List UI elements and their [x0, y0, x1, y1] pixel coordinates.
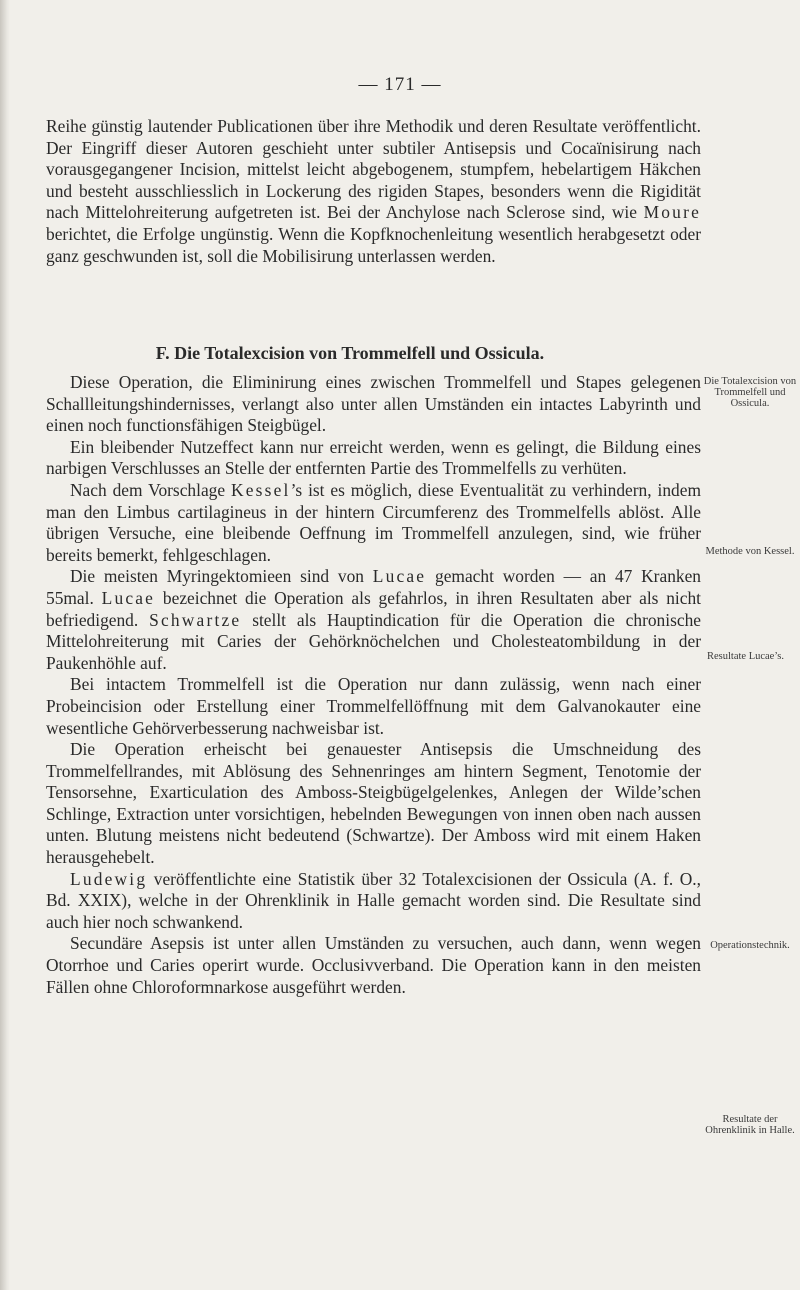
- margin-note-totalexcision: Die Totalexcision von Trommelfell und Ossicula.: [703, 376, 797, 409]
- margin-note-lucae: Resultate Lucae’s.: [707, 651, 784, 662]
- author-lucae-2: Lucae: [101, 587, 156, 608]
- section-body: [46, 372, 701, 998]
- margin-note-kessel: Methode von Kessel.: [705, 546, 795, 557]
- paragraph-5: Bei intactem Trommelfell ist die Operation nur dann zulässig, wenn nach einer Probeincision oder Erstellung einer Trommelfellöffnung mit dem Galvanokauter eine wesentliche Gehörverbesserung nachweisbar ist.: [46, 674, 701, 738]
- author-schwartze: Schwartze: [149, 609, 242, 630]
- margin-note-halle: Resultate der Ohrenklinik in Halle.: [705, 1114, 795, 1136]
- paragraph-6: Die Operation erheischt bei genauester Antisepsis die Umschneidung des Trommelfellrandes, mit Ablösung des Sehnenringes am hintern Segment, Tenotomie der Tensorsehne, Exarticulation des Amboss-Steigbügelgelenkes, Anlegen der Wilde’schen Schlinge, Extraction unter vorsichtigen, hebelnden Bewegungen von innen oben nach aussen unten. Blutung meistens nicht bedeutend (Schwartze). Der Amboss wird mit einem Haken herausgehebelt.: [46, 739, 701, 868]
- intro-paragraph: [46, 116, 701, 267]
- paragraph-2: Ein bleibender Nutzeffect kann nur erreicht werden, wenn es gelingt, die Bildung eines narbigen Verschlusses an Stelle der entfernten Partie des Trommelfells zu verhüten.: [46, 436, 701, 479]
- margin-note-technik: Operationstechnik.: [710, 940, 790, 951]
- paragraph-3: Nach dem Vorschlage Kessel’s ist es möglich, diese Eventualität zu verhindern, indem man den Limbus cartilagineus in der hintern Circumferenz des Trommelfells ablöst. Alle übrigen Versuche, eine bleibende Oeffnung im Trommelfell anzulegen, sind, wie früher bereits bemerkt, fehlgeschlagen.: [46, 479, 701, 565]
- paragraph-8: Secundäre Asepsis ist unter allen Umständen zu versuchen, auch dann, wenn wegen Otorrhoe und Caries operirt wurde. Occlusivverband. Die Operation kann in den meisten Fällen ohne Chloroformnarkose ausgeführt werden.: [46, 933, 701, 997]
- author-ludewig: Ludewig: [70, 868, 148, 889]
- page-number: — 171 —: [358, 74, 442, 95]
- page-edge: [0, 0, 10, 1290]
- paragraph-1: Diese Operation, die Eliminirung eines zwischen Trommelfell und Stapes gelegenen Schallleitungshindernisses, verlangt also unter allen Umständen ein intactes Labyrinth und einen noch functionsfähigen Steigbügel.: [46, 372, 701, 436]
- author-moure: Moure: [643, 202, 701, 223]
- intro-end-text: berichtet, die Erfolge ungünstig. Wenn die Kopfknochenleitung wesentlich herabgesetzt oder ganz geschwunden ist, soll die Mobilisirung unterlassen werden.: [46, 223, 701, 266]
- author-kessel: Kessel: [230, 479, 291, 500]
- paragraph-7: Ludewig veröffentlichte eine Statistik über 32 Totalexcisionen der Ossicula (A. f. O., Bd. XXIX), welche in der Ohrenklinik in Halle gemacht worden sind. Die Resultate sind auch hier noch schwankend.: [46, 868, 701, 932]
- section-heading: F. Die Totalexcision von Trommelfell und Ossicula.: [155, 343, 545, 363]
- author-lucae: Lucae: [372, 566, 427, 587]
- paragraph-4: Die meisten Myringektomieen sind von Lucae gemacht worden — an 47 Kranken 55mal. Lucae bezeichnet die Operation als gefahrlos, in ihren Resultaten aber als nicht befriedigend. Schwartze stellt als Hauptindication für die Operation die chronische Mittelohreiterung mit Caries der Gehörknöchelchen und Cholesteatombildung in der Paukenhöhle auf.: [46, 566, 701, 673]
- intro-text: Reihe günstig lautender Publicationen über ihre Methodik und deren Resultate veröffentlicht. Der Eingriff dieser Autoren geschieht unter subtiler Antisepsis und Cocaïnisirung nach vorausgegangener Incision, mittelst leicht abgebogenem, stumpfem, hebelartigem Häkchen und besteht ausschliesslich in Lockerung des rigiden Stapes, besonders wenn die Rigidität nach Mittelohreiterung aufgetreten ist. Bei der Anchylose nach Sclerose sind, wie: [46, 116, 701, 223]
